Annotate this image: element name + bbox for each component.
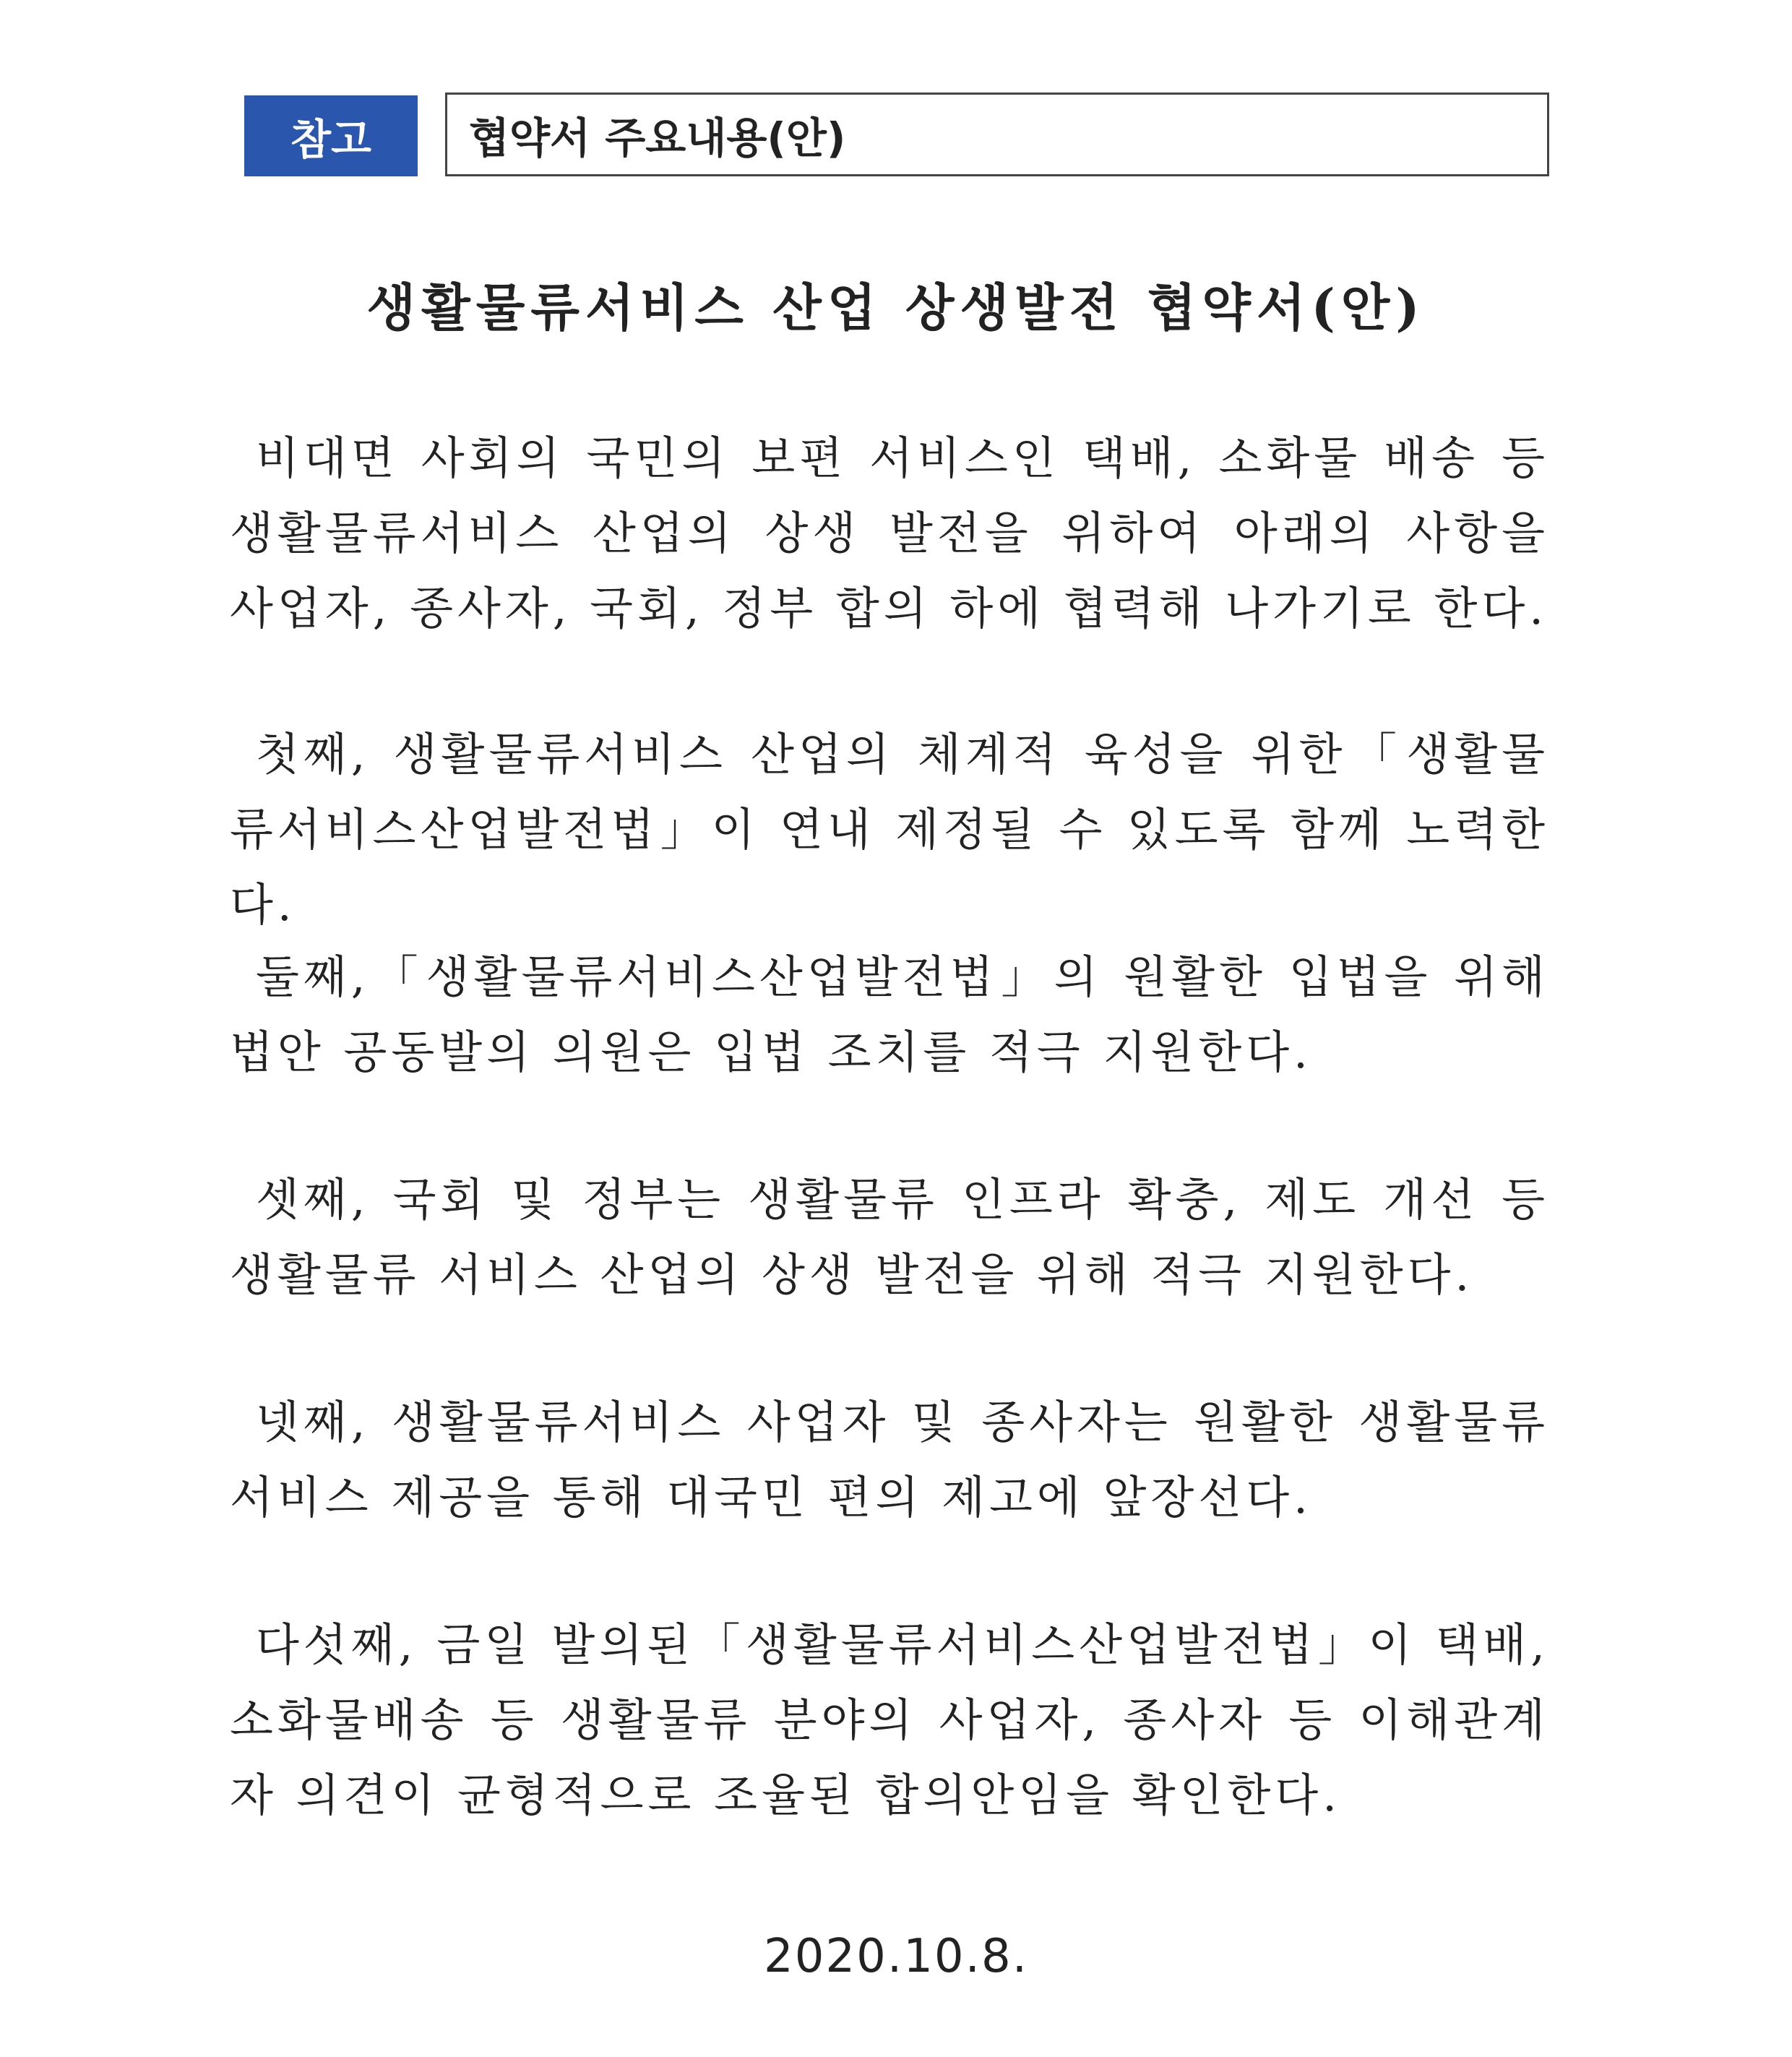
clause-fourth: 넷째, 생활물류서비스 사업자 및 종사자는 원활한 생활물류 서비스 제공을 통해 대국민 편의 제고에 앞장선다. xyxy=(230,1396,1549,1524)
clause-third: 셋째, 국회 및 정부는 생활물류 인프라 확충, 제도 개선 등 생활물류 서비스 산업의 상생 발전을 위해 적극 지원한다. xyxy=(230,1173,1549,1301)
clause-first: 첫째, 생활물류서비스 산업의 체계적 육성을 위한「생활물류서비스산업발전법」이 연내 제정될 수 있도록 함께 노력한다. xyxy=(230,728,1549,931)
reference-tag: 참고 xyxy=(244,95,418,176)
document-title: 생활물류서비스 산업 상생발전 협약서(안) xyxy=(366,278,1426,338)
clause-second: 둘째,「생활물류서비스산업발전법」의 원활한 입법을 위해 법안 공동발의 의원은 입법 조치를 적극 지원한다. xyxy=(230,950,1549,1078)
clause-fifth: 다섯째, 금일 발의된「생활물류서비스산업발전법」이 택배, 소화물배송 등 생활물류 분야의 사업자, 종사자 등 이해관계자 의견이 균형적으로 조율된 합의안임을 확인한다. xyxy=(230,1618,1549,1821)
document-date: 2020.10.8. xyxy=(763,1930,1029,1983)
intro-paragraph: 비대면 사회의 국민의 보편 서비스인 택배, 소화물 배송 등 생활물류서비스 산업의 상생 발전을 위하여 아래의 사항을 사업자, 종사자, 국회, 정부 합의 하에 협력해 나가기로 한다. xyxy=(230,431,1549,635)
section-title-box: 협약서 주요내용(안) xyxy=(445,93,1549,176)
